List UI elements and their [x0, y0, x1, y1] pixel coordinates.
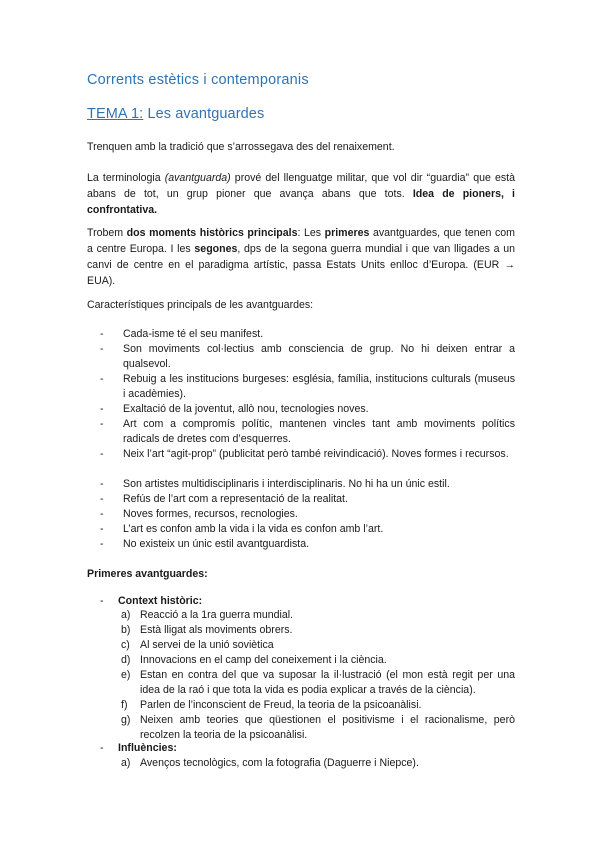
list-item — [121, 653, 515, 668]
list-item-text: Avenços tecnològics, com la fotografia (Daguerre i Niepce). — [140, 757, 419, 769]
italic-term: (avantguarda) — [164, 172, 231, 184]
list-item — [100, 477, 515, 492]
list-item-text: Parlen de l’inconscient de Freud, la teoria de la psicoanàlisi. — [140, 699, 422, 711]
bold-emphasis: primeres — [324, 227, 370, 239]
topic-title: Les avantguardes — [143, 106, 265, 122]
list-item-text: Estan en contra del que va suposar la il·lustració (el mon està regit per una idea de la raó i que tota la vida es podia explicar a través de la ciència). — [140, 669, 515, 696]
text-run: : Les — [297, 227, 325, 239]
list-item-text: Noves formes, recursos, recnologies. — [123, 508, 298, 520]
bold-emphasis: dos moments històrics principals — [126, 227, 298, 239]
list-item-text: No existeix un únic estil avantguardista. — [123, 538, 310, 550]
text-run: avantguardes, que tenen com a centre Europa. I les — [87, 227, 515, 255]
document-title: Corrents estètics i contemporanis — [87, 72, 309, 88]
intro-paragraph: Trenquen amb la tradició que s’arrossegava des del renaixement. — [87, 141, 395, 153]
list-item — [100, 492, 515, 507]
list-item-text: Innovacions en el camp del coneixement i la ciència. — [140, 654, 387, 666]
bullet-dash: - — [100, 373, 104, 385]
list-item — [100, 507, 515, 522]
list-item-text: Neixen amb teories que qüestionen el positivisme i el racionalisme, però recolzen la teoria de la psicoanàlisi. — [140, 714, 515, 741]
features-title: Característiques principals de les avantguardes: — [87, 299, 314, 311]
list-item — [121, 623, 515, 638]
list-marker: a) — [121, 609, 131, 621]
text-run: prové del llenguatge militar, que vol dir “guardia” que està abans de tot, un grup pioner que avança abans que tots. — [87, 172, 515, 200]
list-marker: f) — [121, 699, 128, 711]
list-item-text: Neix l’art “agit-prop” (publicitat però també reivindicació). Noves formes i recursos. — [123, 448, 509, 460]
bold-emphasis: segones — [194, 243, 238, 255]
bullet-dash: - — [100, 403, 104, 415]
terminology-paragraph — [87, 170, 515, 218]
list-item-text: Art com a compromís polític, mantenen vincles tant amb moviments polítics radicals de dretes com d’esquerres. — [123, 418, 515, 445]
list-marker: g) — [121, 714, 131, 726]
list-marker: c) — [121, 639, 130, 651]
list-item-text: Rebuig a les institucions burgeses: església, família, institucions culturals (museus i acadèmies). — [123, 373, 515, 400]
bullet-dash: - — [100, 523, 104, 535]
bullet-dash: - — [100, 493, 104, 505]
list-item — [100, 417, 515, 447]
topic-number: TEMA 1: — [87, 106, 144, 122]
bullet-dash: - — [100, 508, 104, 520]
text-run: Trobem — [87, 227, 127, 239]
list-marker: e) — [121, 669, 131, 681]
bullet-dash: - — [100, 343, 104, 355]
bullet-dash: - — [100, 595, 104, 607]
list-item — [100, 327, 515, 342]
topic-heading — [87, 106, 264, 122]
bullet-dash: - — [100, 742, 104, 754]
list-item — [121, 638, 515, 653]
influences-section-heading — [100, 741, 177, 756]
list-item-text: Refús de l’art com a representació de la realitat. — [123, 493, 348, 505]
context-section-heading — [100, 594, 202, 609]
list-item-text: Està lligat als moviments obrers. — [140, 624, 293, 636]
list-item — [121, 756, 515, 771]
list-item — [121, 698, 515, 713]
list-item-text: Son moviments col·lectius amb consciencia de grup. No hi deixen entrar a qualsevol. — [123, 343, 515, 370]
list-item — [121, 608, 515, 623]
text-run: , dps de la segona guerra mundial i que van lligades a un canvi de centre en el paradigma artístic, passa Estats Units enlloc d’Europa. (EUR → EUA). — [87, 243, 515, 287]
list-item — [100, 522, 515, 537]
list-item — [100, 537, 515, 552]
bullet-dash: - — [100, 328, 104, 340]
section-label: Context històric: — [118, 595, 203, 607]
list-marker: b) — [121, 624, 131, 636]
list-item — [121, 668, 515, 698]
bullet-dash: - — [100, 538, 104, 550]
list-item-text: L’art es confon amb la vida i la vida es confon amb l’art. — [123, 523, 384, 535]
list-item-text: Cada-isme té el seu manifest. — [123, 328, 264, 340]
first-avantgardes-title: Primeres avantguardes: — [87, 568, 208, 580]
bullet-dash: - — [100, 478, 104, 490]
bullet-dash: - — [100, 418, 104, 430]
list-item — [121, 713, 515, 743]
list-item-text: Al servei de la unió soviètica — [140, 639, 274, 651]
list-item — [100, 372, 515, 402]
list-item-text: Exaltació de la joventut, allò nou, tecnologies noves. — [123, 403, 369, 415]
list-item — [100, 402, 515, 417]
list-marker: d) — [121, 654, 131, 666]
text-run: La terminologia — [87, 172, 165, 184]
list-item — [100, 447, 515, 462]
section-label: Influències: — [118, 742, 177, 754]
list-item — [100, 342, 515, 372]
bullet-dash: - — [100, 448, 104, 460]
list-item-text: Reacció a la 1ra guerra mundial. — [140, 609, 294, 621]
list-marker: a) — [121, 757, 131, 769]
list-item-text: Son artistes multidisciplinaris i interdisciplinaris. No hi ha un únic estil. — [123, 478, 450, 490]
moments-paragraph — [87, 225, 515, 289]
bold-emphasis: Idea de pioners, i confrontativa. — [87, 188, 515, 216]
